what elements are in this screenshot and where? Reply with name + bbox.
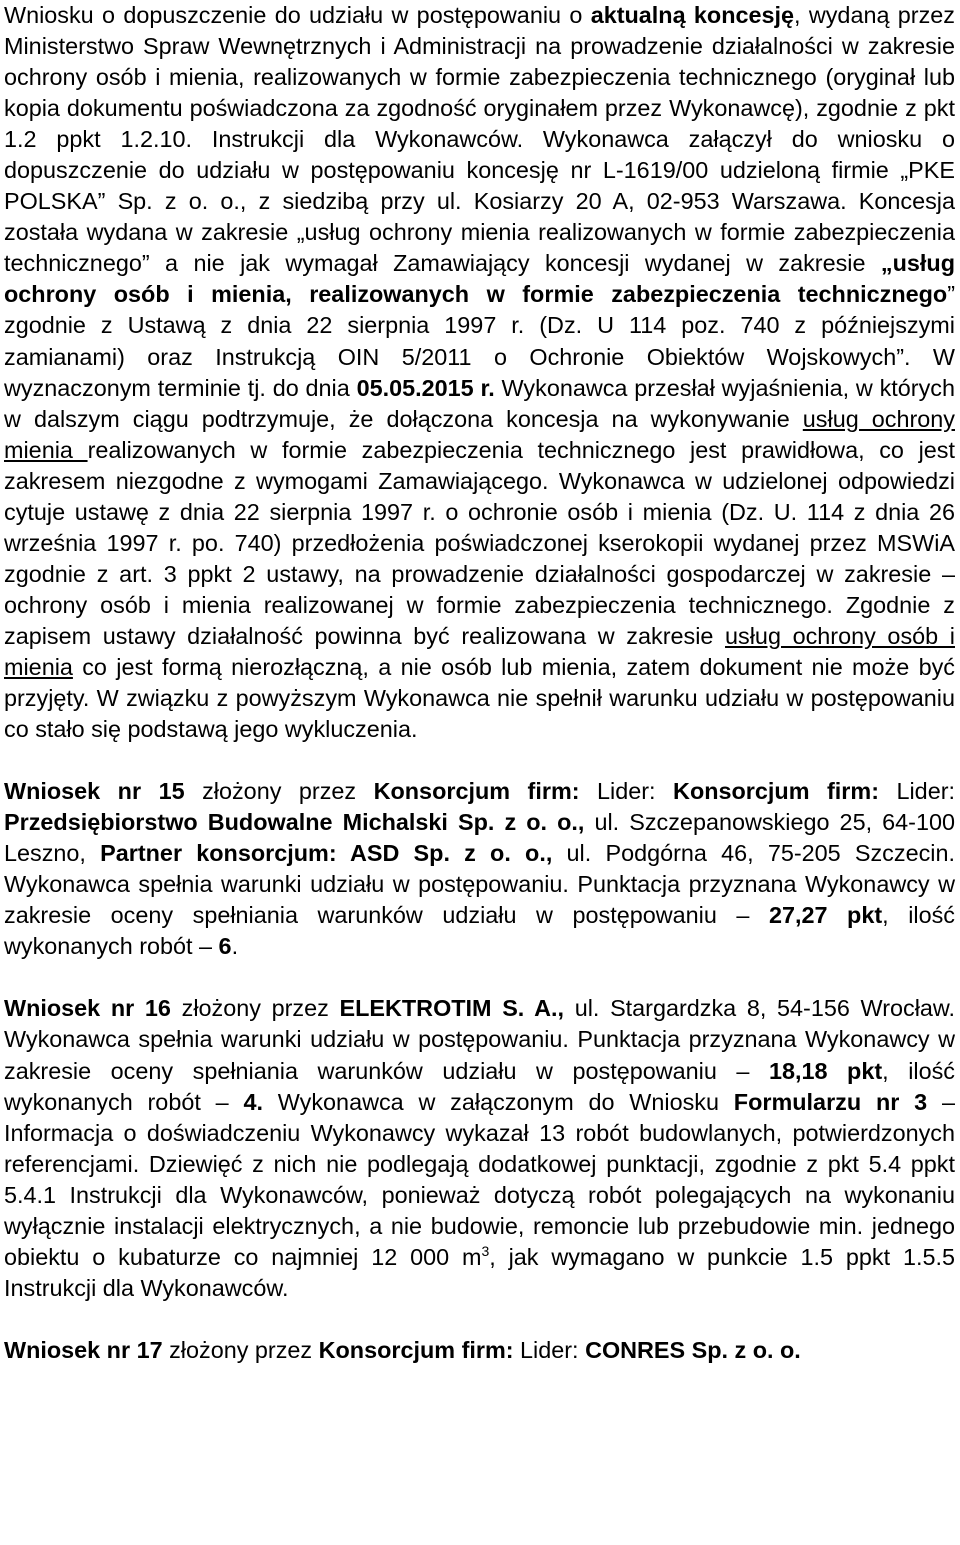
score-value: 27,27 pkt [768, 902, 883, 929]
form-name: Formularzu nr 3 [733, 1088, 928, 1115]
paragraph-spacer [4, 962, 955, 993]
bold-text: Konsorcjum firm: [673, 778, 879, 805]
superscript: 3 [481, 1242, 490, 1259]
text-run: Lider: [579, 778, 674, 805]
document-body [4, 0, 955, 1366]
paragraph-wniosek-15 [4, 776, 955, 962]
paragraph-wniosek-16 [4, 993, 955, 1303]
text-run: realizowanych w formie zabezpieczenia technicznego jest prawidłowa, co jest zakresem niezgodne z wymogami Zamawiającego. Wykonawca w udzielonej odpowiedzi cytuje ustawę z dnia 22 sierpnia 1997 r. o ochronie osób i mienia (Dz. U. 114 z dnia 26 września 1997 r. po. 740) przedłożenia poświadczonej kserokopii wydanej przez MSWiA zgodnie z art. 3 ppkt 2 ustawy, na prowadzenie działalności gospodarczej w zakresie – ochrony osób i mienia realizowanej w formie zabezpieczenia technicznego. Zgodnie z zapisem ustawy działalność powinna być realizowana w zakresie [4, 436, 955, 649]
paragraph-wniosek-17 [4, 1335, 955, 1366]
text-run: , ilość wykonanych robót – [4, 902, 956, 960]
bold-text: „usług ochrony osób i mienia, realizowanych w formie zabezpieczenia technicznego [4, 250, 955, 308]
text-run: Wykonawca w załączonym do Wniosku [262, 1088, 734, 1115]
paragraph-spacer [4, 745, 955, 776]
text-run: ul. Stargardzka 8, 54-156 Wrocław. Wykonawca spełnia warunki udziału w postępowaniu. Punktacja przyznana Wykonawcy w zakresie oceny spełniania warunków udziału w postępowaniu – [4, 995, 956, 1084]
underlined-text: usług ochrony mienia [4, 405, 955, 463]
text-run: złożony przez [170, 995, 340, 1022]
works-count: 6 [218, 933, 232, 960]
text-run: Wniosku o dopuszczenie do udziału w postępowaniu o [4, 2, 591, 28]
underlined-text: usług ochrony osób i mienia [4, 622, 955, 680]
text-run: złożony przez [184, 778, 374, 805]
score-value: 18,18 pkt [768, 1057, 883, 1084]
text-run: , jak wymagano w punkcie 1.5 ppkt 1.5.5 Instrukcji dla Wykonawców. [4, 1243, 955, 1301]
application-number: Wniosek nr 16 [4, 995, 171, 1022]
text-run: Lider: [878, 778, 955, 805]
text-run: . [231, 933, 239, 960]
works-count: 4. [243, 1088, 263, 1115]
text-run: – Informacja o doświadczeniu Wykonawcy wykazał 13 robót budowlanych, potwierdzonych referencjami. Dziewięć z nich nie podlegają dodatkowej punktacji, zgodnie z pkt 5.4 ppkt 5.4.1 Instrukcji dla Wykonawców, ponieważ dotyczą robót polegających na wykonaniu wyłącznie instalacji elektrycznych, a nie budowie, remoncie lub przebudowie min. jednego obiektu o kubaturze co najmniej 12 000 m [4, 1088, 955, 1270]
text-run: ul. Podgórna 46, 75-205 Szczecin. Wykonawca spełnia warunki udziału w postępowaniu. Punktacja przyznana Wykonawcy w zakresie oceny spełniania warunków udziału w postępowaniu – [4, 840, 955, 929]
text-run: Wykonawca przesłał wyjaśnienia, w których w dalszym ciągu podtrzymuje, że dołączona koncesja na wykonywanie [4, 374, 955, 432]
application-number: Wniosek nr 17 [4, 1336, 163, 1363]
text-run: Lider: [513, 1336, 586, 1363]
text-run: , wydaną przez Ministerstwo Spraw Wewnętrznych i Administracji na prowadzenie działalności w zakresie ochrony osób i mienia, realizowanych w formie zabezpieczenia technicznego (oryginał lub kopia dokumentu poświadczona za zgodność oryginałem przez Wykonawcę), zgodnie z pkt 1.2 ppkt 1.2.10. Instrukcji dla Wykonawców. Wykonawca załączył do wniosku o dopuszczenie do udziału w postępowaniu koncesję nr L-1619/00 udzieloną firmie „PKE POLSKA” Sp. z o. o., z siedzibą przy ul. Kosiarzy 20 A, 02-953 Warszawa. Koncesja została wydana w zakresie „usług ochrony mienia realizowanych w formie zabezpieczenia technicznego” a nie jak wymagał Zamawiający koncesji wydanej w zakresie [4, 2, 955, 277]
text-run: ul. Szczepanowskiego 25, 64-100 Leszno, [4, 809, 955, 867]
partner-name: Partner konsorcjum: ASD Sp. z o. o., [100, 840, 553, 867]
company-name: ELEKTROTIM S. A., [339, 995, 565, 1022]
text-run: co jest formą nierozłączną, a nie osób lub mienia, zatem dokument nie może być przyjęty. W związku z powyższym Wykonawca nie spełnił warunku udziału w postępowaniu co stało się podstawą jego wykluczenia. [4, 653, 955, 743]
company-name: CONRES Sp. z o. o. [585, 1336, 801, 1363]
application-number: Wniosek nr 15 [4, 778, 185, 805]
bold-date: 05.05.2015 r. [356, 374, 495, 401]
bold-text: Konsorcjum firm: [318, 1336, 514, 1363]
bold-text: Konsorcjum firm: [373, 778, 580, 805]
text-run: , ilość wykonanych robót – [4, 1057, 956, 1115]
paragraph-spacer [4, 1304, 955, 1335]
text-run: ” zgodnie z Ustawą z dnia 22 sierpnia 1997 r. (Dz. U 114 poz. 740 z późniejszymi zamianami) oraz Instrukcją OIN 5/2011 o Ochronie Obiektów Wojskowych”. W wyznaczonym terminie tj. do dnia [4, 281, 955, 401]
bold-text: aktualną koncesję [590, 2, 795, 28]
paragraph-wniosek-14-continuation [4, 0, 955, 745]
company-name: Przedsiębiorstwo Budowalne Michalski Sp. z o. o., [4, 809, 585, 836]
text-run: złożony przez [162, 1336, 319, 1363]
